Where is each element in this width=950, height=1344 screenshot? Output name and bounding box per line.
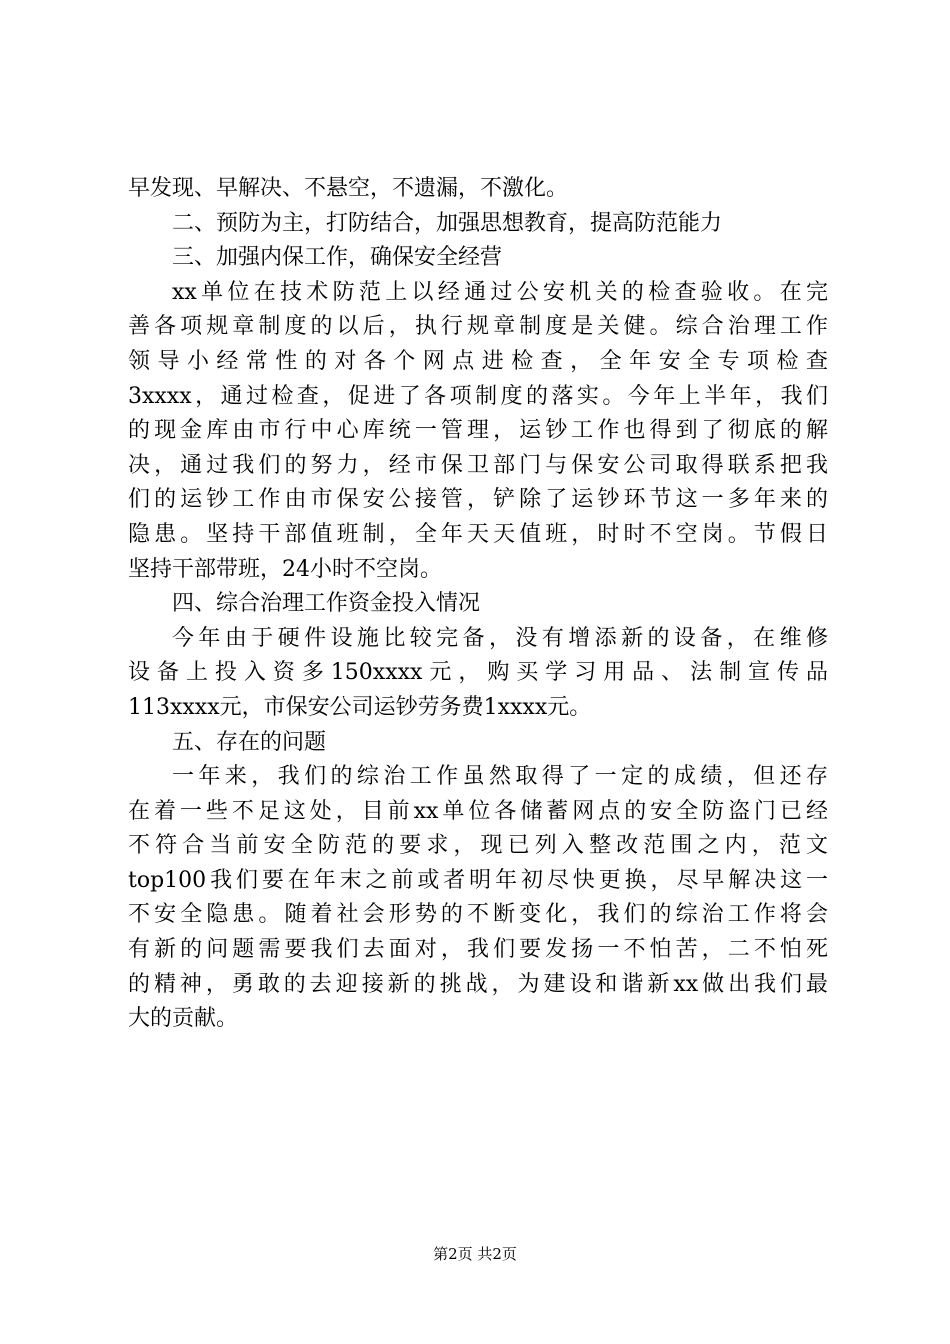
section-heading-5: 五、存在的问题 [172, 729, 327, 755]
section-heading-2: 二、预防为主，打防结合，加强思想教育，提高防范能力 [172, 210, 723, 236]
text-line: 的精神，勇敢的去迎接新的挑战，为建设和谐新xx做出我们最 [128, 971, 828, 997]
text-line: 决，通过我们的努力，经市保卫部门与保安公司取得联系把我 [128, 452, 828, 478]
text-line: 有新的问题需要我们去面对，我们要发扬一不怕苦，二不怕死 [128, 937, 828, 963]
text-line: 大的贡献。 [128, 1006, 239, 1032]
text-line: 设备上投入资多150xxxx元，购买学习用品、法制宣传品 [128, 660, 828, 686]
page-number-label: 第2页 共2页 [433, 1245, 517, 1263]
text-line: 113xxxx元，市保安公司运钞劳务费1xxxx元。 [128, 694, 592, 720]
text-line: 在着一些不足这处，目前xx单位各储蓄网点的安全防盗门已经 [128, 798, 828, 824]
page-footer [0, 1244, 950, 1264]
text-line: 隐患。坚持干部值班制，全年天天值班，时时不空岗。节假日 [128, 521, 828, 547]
text-line: 善各项规章制度的以后，执行规章制度是关健。综合治理工作 [128, 314, 828, 340]
text-line: 3xxxx，通过检查，促进了各项制度的落实。今年上半年，我们 [128, 383, 828, 409]
text-line: 早发现、早解决、不悬空，不遗漏，不激化。 [128, 176, 569, 201]
text-line: 们的运钞工作由市保安公接管，铲除了运钞环节这一多年来的 [128, 487, 828, 513]
section-heading-4: 四、综合治理工作资金投入情况 [172, 591, 481, 617]
text-line: 的现金库由市行中心库统一管理，运钞工作也得到了彻底的解 [128, 418, 828, 444]
text-line: 坚持干部带班，24小时不空岗。 [128, 556, 442, 582]
text-line: xx单位在技术防范上以经通过公安机关的检查验收。在完 [172, 279, 828, 305]
document-body [128, 172, 828, 1037]
text-line: 今年由于硬件设施比较完备，没有增添新的设备，在维修 [172, 625, 828, 651]
text-line: top100我们要在年末之前或者明年初尽快更换，尽早解决这一 [128, 867, 828, 893]
text-line: 不符合当前安全防范的要求，现已列入整改范围之内，范文 [128, 833, 828, 859]
text-line: 领导小经常性的对各个网点进检查，全年安全专项检查 [128, 348, 828, 374]
text-line: 不安全隐患。随着社会形势的不断变化，我们的综治工作将会 [128, 902, 828, 928]
text-line: 一年来，我们的综治工作虽然取得了一定的成绩，但还存 [172, 764, 828, 790]
section-heading-3: 三、加强内保工作，确保安全经营 [172, 245, 503, 271]
